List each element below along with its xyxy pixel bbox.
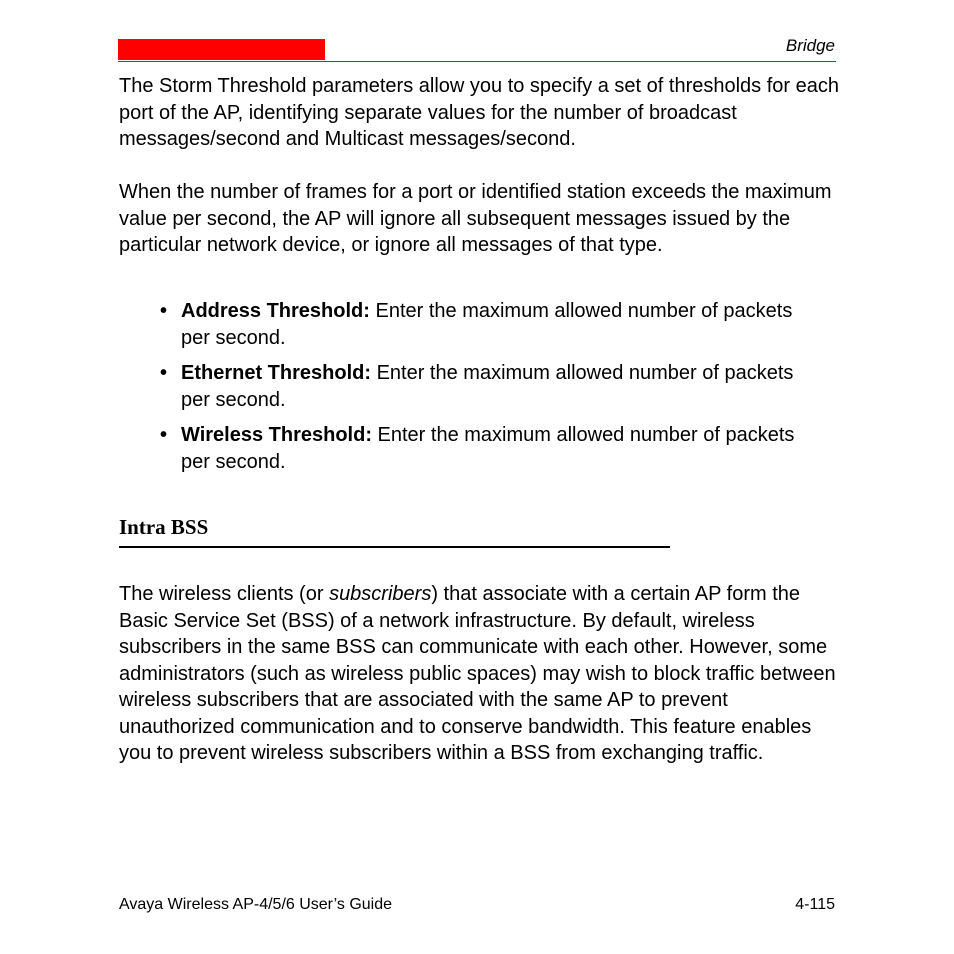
paragraph-text: The wireless clients (or	[119, 583, 330, 605]
paragraph-italic-term: subscribers	[329, 583, 432, 605]
header-red-bar	[118, 39, 325, 60]
bullet-term: Wireless Threshold:	[181, 424, 372, 446]
section-rule	[119, 546, 670, 548]
list-item	[160, 298, 820, 351]
intro-paragraph-storm-threshold: The Storm Threshold parameters allow you to specify a set of thresholds for each port of the AP, identifying separate values for the number of broadcast messages/second and Multicast messages/second.	[119, 75, 839, 150]
bullet-term: Address Threshold:	[181, 300, 370, 322]
section-title: Intra BSS	[119, 515, 209, 539]
threshold-bullet-list	[160, 298, 820, 484]
bullet-text: Enter the maximum allowed number of packets per second.	[181, 300, 793, 349]
intro-paragraph-frames: When the number of frames for a port or identified station exceeds the maximum value per second, the AP will ignore all subsequent messages issued by the particular network device, or ignore all messages of that type.	[119, 181, 832, 256]
footer-guide-title: Avaya Wireless AP-4/5/6 User’s Guide	[119, 896, 393, 913]
bullet-text: Enter the maximum allowed number of packets per second.	[181, 362, 794, 411]
bullet-text: Enter the maximum allowed number of packets per second.	[181, 424, 795, 473]
bullet-term: Ethernet Threshold:	[181, 362, 372, 384]
list-item	[160, 422, 820, 475]
header-rule	[118, 61, 836, 62]
list-item	[160, 360, 820, 413]
header-section-name: Bridge	[785, 36, 835, 55]
footer-page-number: 4-115	[795, 896, 835, 913]
section-paragraph	[119, 581, 839, 767]
paragraph-text: ) that associate with a certain AP form the Basic Service Set (BSS) of a network infrastructure. By default, wireless subscribers in the same BSS can communicate with each other. However, some administrators (such as wireless public spaces) may wish to block traffic between wireless subscribers that are associated with the same AP to prevent unauthorized communication and to conserve bandwidth. This feature enables you to prevent wireless subscribers within a BSS from exchanging traffic.	[119, 583, 836, 764]
bullet-marker: •	[160, 362, 168, 384]
bullet-marker: •	[160, 424, 168, 446]
bullet-marker: •	[160, 300, 168, 322]
